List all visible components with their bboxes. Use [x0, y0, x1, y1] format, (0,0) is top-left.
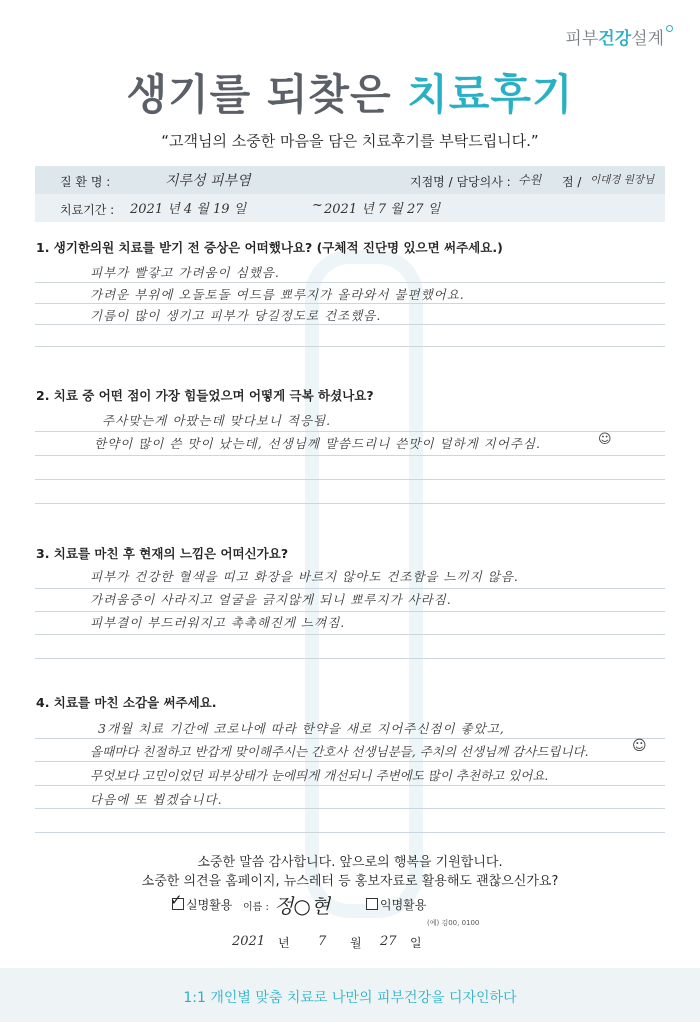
ruled-line	[35, 588, 665, 589]
answer-1-line-1: 피부가 빨갛고 가려움이 심했음.	[90, 265, 280, 280]
question-2-title: 2. 치료 중 어떤 점이 가장 힘들었으며 어떻게 극복 하셨나요?	[36, 388, 374, 403]
date-year-unit: 년	[278, 936, 290, 950]
footer-slogan: 1:1 개인별 맞춤 치료로 나만의 피부건강을 디자인하다	[183, 990, 517, 1006]
ruled-line	[35, 431, 665, 432]
thanks-line-2: 소중한 의견을 홈페이지, 뉴스레터 등 홍보자료로 활용해도 괜찮으신가요?	[141, 874, 559, 889]
answer-4-line-3: 무엇보다 고민이었던 피부상태가 눈에띄게 개선되니 주변에도 많이 추천하고 있어요.	[90, 768, 549, 783]
answer-4-line-2: 올때마다 친절하고 반갑게 맞이해주시는 간호사 선생님분들, 주치의 선생님께 감사드립니다.	[90, 744, 589, 759]
name-signature: 정○현	[274, 894, 331, 918]
answer-2-line-2: 한약이 많이 쓴 맛이 났는데, 선생님께 말씀드리니 쓴맛이 덜하게 지어주심.	[94, 436, 541, 451]
page-title	[0, 62, 700, 122]
question-1-title: 1. 생기한의원 치료를 받기 전 증상은 어떠했나요? (구체적 진단명 있으면 써주세요.)	[36, 240, 503, 255]
thanks-line-1: 소중한 말씀 감사합니다. 앞으로의 행복을 기원합니다.	[197, 855, 503, 870]
answer-4-line-4: 다음에 또 뵙겠습니다.	[90, 792, 223, 807]
date-day-unit: 일	[410, 936, 422, 950]
title-part1: 생기를 되찾은	[126, 70, 408, 119]
brand-dot-icon	[666, 25, 673, 32]
answer-4-line-1: 3개월 치료 기간에 코로나에 따라 한약을 새로 지어주신점이 좋았고,	[98, 721, 505, 736]
brand-prefix: 피부	[565, 29, 599, 49]
ruled-line	[35, 785, 665, 786]
brand-suffix: 설계	[631, 29, 664, 49]
branch-suffix: 점 /	[562, 175, 582, 189]
period-separator: ~	[312, 198, 323, 213]
ruled-line	[35, 503, 665, 504]
branch-label: 지점명 / 담당의사 :	[410, 175, 511, 189]
smile-doodle-icon: ☺	[598, 432, 612, 447]
question-3-title: 3. 치료를 마친 후 현재의 느낌은 어떠신가요?	[36, 546, 289, 561]
answer-1-line-2: 가려운 부위에 오돌토돌 여드름 뾰루지가 올라와서 불편했어요.	[90, 287, 465, 302]
answer-3-line-3: 피부결이 부드러워지고 촉촉해진게 느껴짐.	[90, 615, 346, 630]
name-example: (예) 김00, 0100	[427, 919, 480, 927]
branch-value: 수원	[518, 173, 542, 187]
ruled-line	[35, 761, 665, 762]
answer-3-line-2: 가려움증이 사라지고 얼굴을 긁지않게 되니 뾰루지가 사라짐.	[90, 592, 452, 607]
date-year: 2021	[232, 934, 266, 949]
period-end: 2021 년 7 월 27 일	[324, 202, 441, 217]
period-label: 치료기간 :	[60, 203, 115, 217]
brand-logo	[565, 24, 664, 49]
ruled-line	[35, 634, 665, 635]
date-month: 7	[318, 934, 327, 949]
date-day: 27	[380, 934, 397, 949]
ruled-line	[35, 738, 665, 739]
ruled-line	[35, 808, 665, 809]
ruled-line	[35, 658, 665, 659]
real-name-label: 실명활용	[186, 898, 233, 912]
ruled-line	[35, 479, 665, 480]
page-subtitle: “고객님의 소중한 마음을 담은 치료후기를 부탁드립니다.”	[161, 132, 539, 150]
name-label: 이름 :	[243, 902, 269, 913]
checkmark-icon: ✓	[170, 891, 183, 909]
ruled-line	[35, 346, 665, 347]
anonymous-checkbox[interactable]	[366, 898, 378, 910]
disease-label: 질 환 명 :	[60, 175, 111, 189]
date-month-unit: 월	[350, 936, 362, 950]
ruled-line	[35, 611, 665, 612]
ruled-line	[35, 832, 665, 833]
ruled-line	[35, 303, 665, 304]
smile-doodle-icon: ☺	[632, 738, 647, 754]
anonymous-label: 익명활용	[380, 898, 427, 912]
ruled-line	[35, 455, 665, 456]
answer-3-line-1: 피부가 건강한 혈색을 띠고 화장을 바르지 않아도 건조함을 느끼지 않음.	[90, 569, 519, 584]
doctor-value: 이대경 원장님	[590, 174, 655, 186]
title-part2: 치료후기	[407, 70, 574, 119]
ruled-line	[35, 282, 665, 283]
ruled-line	[35, 324, 665, 325]
period-start: 2021 년 4 월 19 일	[130, 202, 247, 217]
disease-value: 지루성 피부염	[165, 173, 251, 189]
question-4-title: 4. 치료를 마친 소감을 써주세요.	[36, 695, 217, 710]
answer-2-line-1: 주사맞는게 아팠는데 맞다보니 적응됨.	[102, 413, 332, 428]
answer-1-line-3: 기름이 많이 생기고 피부가 당길정도로 건조했음.	[90, 308, 382, 323]
brand-highlight: 건강	[598, 29, 632, 49]
